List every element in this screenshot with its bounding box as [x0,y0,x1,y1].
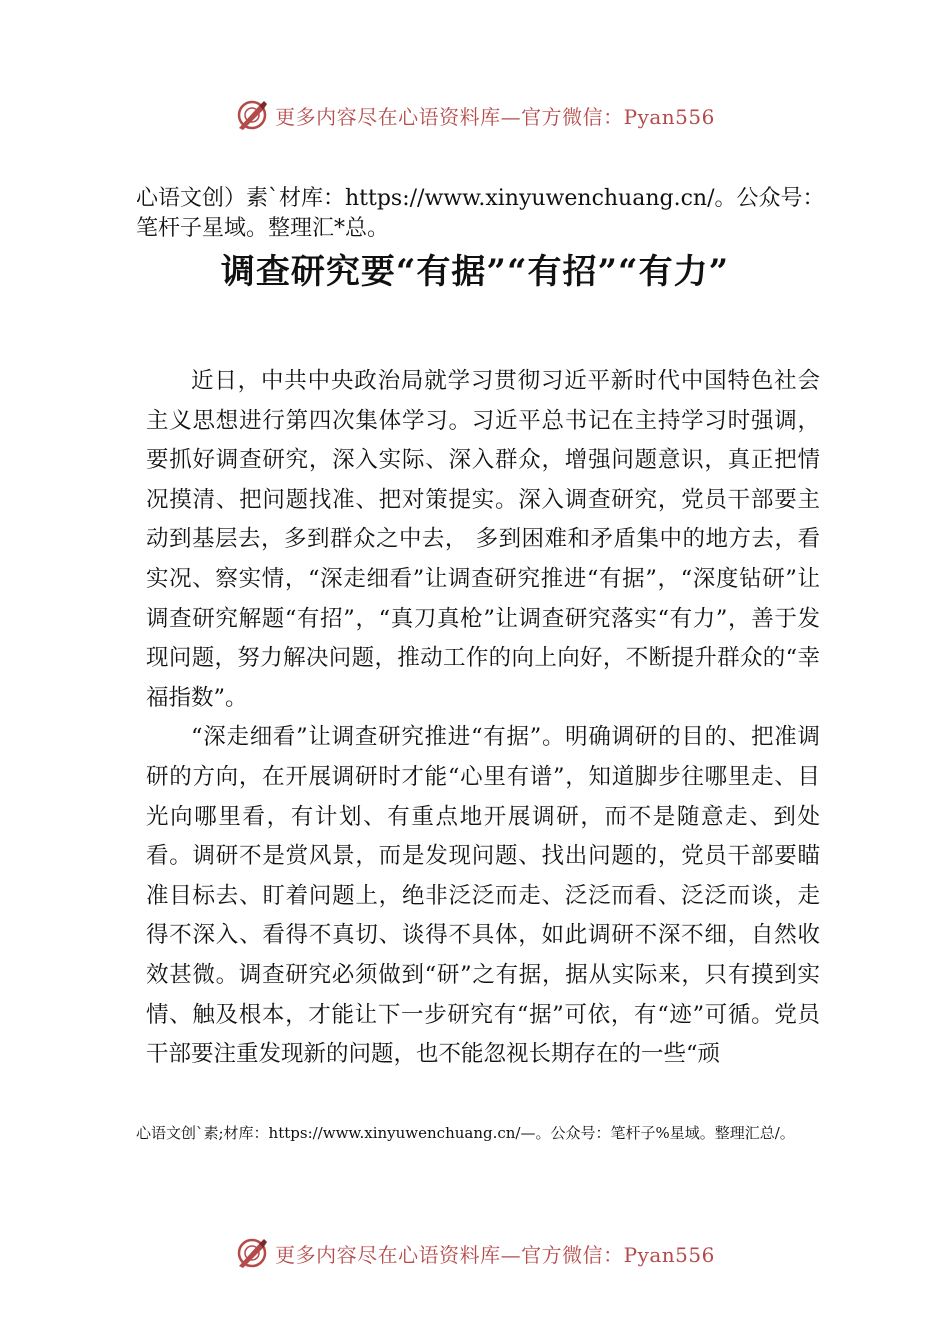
footer-note: 心语文创`素;材库：https://www.xinyuwenchuang.cn/—。公众号：笔杆子%星域。整理汇总/。 [136,1124,795,1142]
header-note: 心语文创）素`材库：https://www.xinyuwenchuang.cn/。公众号：笔杆子星域。整理汇*总。 [136,186,825,241]
pen-logo-icon [235,1236,269,1270]
banner-text: 更多内容尽在心语资料库—官方微信：Pyan556 [275,104,715,129]
banner-text: 更多内容尽在心语资料库—官方微信：Pyan556 [275,1242,715,1267]
bottom-banner [0,1233,950,1273]
article-body [146,362,820,1075]
paragraph-1: 近日，中共中央政治局就学习贯彻习近平新时代中国特色社会主义思想进行第四次集体学习。习近平总书记在主持学习时强调，要抓好调查研究，深入实际、深入群众，增强问题意识，真正把情况摸清、把问题找准、把对策提实。深入调查研究，党员干部要主动到基层去，多到群众之中去， 多到困难和矛盾集中的地方去，看实况、察实情，“深走细看”让调查研究推进“有据”，“深度钻研”让调查研究解题“有招”，“真刀真枪”让调查研究落实“有力”，善于发现问题，努力解决问题，推动工作的向上向好，不断提升群众的“幸福指数”。 [146,368,820,711]
top-banner [0,95,950,135]
document-title: 调查研究要“有据”“有招”“有力” [220,252,730,292]
paragraph-2: “深走细看”让调查研究推进“有据”。明确调研的目的、把准调研的方向，在开展调研时才能“心里有谱”，知道脚步往哪里走、目光向哪里看，有计划、有重点地开展调研，而不是随意走、到处看。调研不是赏风景，而是发现问题、找出问题的，党员干部要瞄准目标去、盯着问题上，绝非泛泛而走、泛泛而看、泛泛而谈，走得不深入、看得不真切、谈得不具体，如此调研不深不细，自然收效甚微。调查研究必须做到“研”之有据，据从实际来，只有摸到实情、触及根本，才能让下一步研究有“据”可依，有“迹”可循。党员干部要注重发现新的问题，也不能忽视长期存在的一些“顽 [146,724,820,1068]
pen-logo-icon [235,98,269,132]
